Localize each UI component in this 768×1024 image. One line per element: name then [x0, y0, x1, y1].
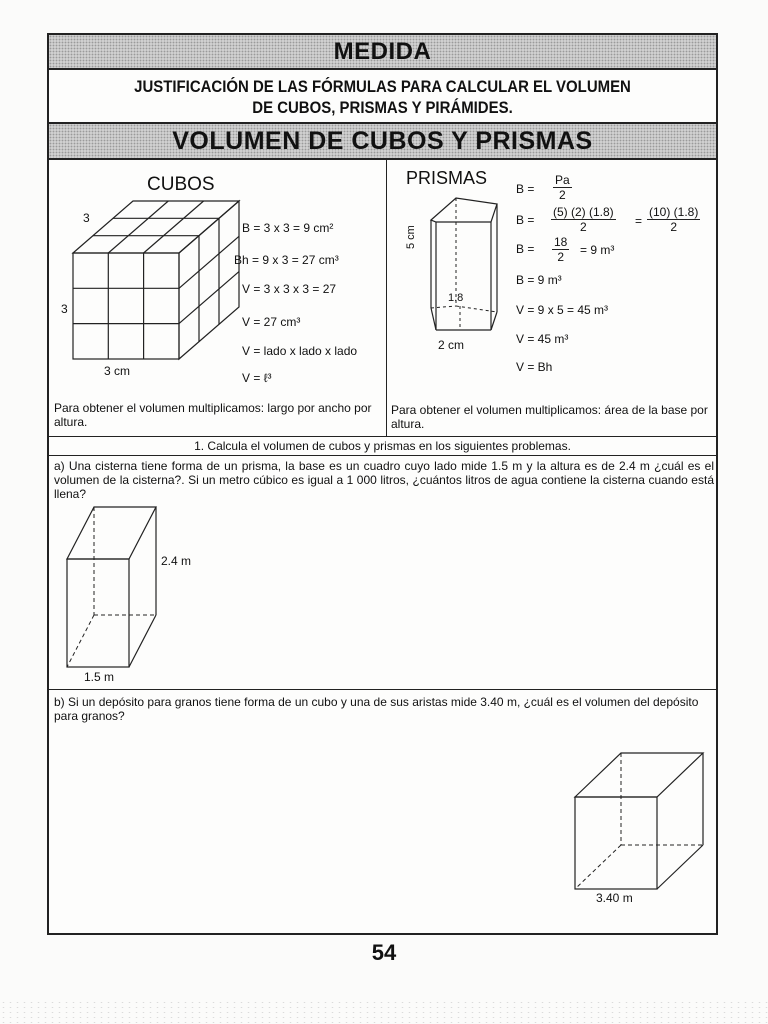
- cube-dim-left: 3: [61, 302, 68, 316]
- grain-cube-diagram: [569, 747, 709, 897]
- prismas-heading: PRISMAS: [406, 168, 488, 188]
- exercise-instruction: 1. Calcula el volumen de cubos y prismas en los siguientes problemas.: [194, 439, 571, 453]
- cubos-formula-v1: V = 3 x 3 x 3 = 27: [242, 282, 337, 296]
- worksheet-frame: [47, 33, 718, 935]
- cubos-heading: CUBOS: [147, 174, 215, 195]
- cube-dim-bottom: 3 cm: [104, 364, 131, 378]
- prismas-b-denominator: 2: [559, 188, 566, 202]
- prismas-b3-numerator: 18: [554, 235, 568, 249]
- title-band: [49, 35, 716, 70]
- prismas-formula-v1: V = 9 x 5 = 45 m³: [516, 303, 609, 317]
- cubos-explanation: Para obtener el volumen multiplicamos: largo por ancho por altura.: [54, 401, 372, 429]
- prismas-b2-fraction: [551, 205, 616, 234]
- cubos-formula-v3: V = lado x lado x lado: [242, 344, 358, 358]
- prismas-formula-v3: V = Bh: [516, 360, 553, 374]
- subtitle: [49, 70, 716, 124]
- prism-dim-height: 5 cm: [405, 225, 417, 249]
- prismas-b2-denominator-2: 2: [670, 220, 678, 234]
- section-band: [49, 124, 716, 160]
- divider: [49, 436, 716, 437]
- divider: [49, 455, 716, 456]
- grain-cube-edge-label: 3.40 m: [596, 891, 633, 905]
- page-title: MEDIDA: [333, 37, 432, 65]
- cubos-formula-v4: V = ℓ³: [242, 371, 272, 385]
- page-number: 54: [371, 940, 397, 965]
- cistern-prism-diagram: [59, 503, 169, 673]
- cistern-height-label: 2.4 m: [161, 554, 192, 568]
- prismas-formula-v2: V = 45 m³: [516, 332, 569, 346]
- problem-a-text: a) Una cisterna tiene forma de un prisma, la base es un cuadro cuyo lado mide 1.5 m y la altura es de 2.4 m ¿cuál es el volumen de la cisterna?. Si un metro cúbico es igual a 1 000 litros, ¿cuántos litros de agua contiene la cisterna cuando está llena?: [54, 459, 714, 501]
- prismas-b3-fraction: [552, 235, 569, 264]
- prismas-b2-denominator: 2: [580, 220, 587, 234]
- prismas-b3-result: = 9 m³: [580, 243, 615, 257]
- problem-b-text: b) Si un depósito para granos tiene forma de un cubo y una de sus aristas mide 3.40 m, ¿cuál es el volumen del depósito para granos?: [54, 695, 699, 723]
- prismas-b3-label: B =: [516, 242, 535, 256]
- cubos-formula-bh: Bh = 9 x 3 = 27 cm³: [234, 253, 339, 267]
- prism-dim-apothem: 1.8: [448, 292, 464, 304]
- prismas-b2-equals: =: [635, 214, 643, 228]
- cube-dim-top: 3: [83, 211, 90, 225]
- prismas-explanation: Para obtener el volumen multiplicamos: área de la base por altura.: [391, 403, 708, 431]
- divider: [49, 689, 716, 690]
- cistern-base-label: 1.5 m: [84, 670, 115, 684]
- subtitle-line-2: DE CUBOS, PRISMAS Y PIRÁMIDES.: [252, 98, 513, 117]
- prismas-b-numerator: Pa: [555, 173, 570, 187]
- prismas-b2-fraction-2: [647, 205, 700, 234]
- prism-diagram: [414, 190, 504, 350]
- section-title: VOLUMEN DE CUBOS Y PRISMAS: [172, 126, 593, 155]
- cubos-formula-v2: V = 27 cm³: [242, 315, 301, 329]
- prismas-b2-numerator-2: (10) (1.8): [649, 205, 699, 219]
- prism-dim-side: 2 cm: [438, 338, 465, 352]
- prismas-b2-numerator: (5) (2) (1.8): [553, 205, 614, 219]
- prismas-b-label: B =: [516, 182, 535, 196]
- subtitle-line-1: JUSTIFICACIÓN DE LAS FÓRMULAS PARA CALCULAR EL VOLUMEN: [134, 77, 631, 96]
- prismas-b-fraction: [553, 173, 572, 202]
- scan-noise: [0, 1000, 768, 1024]
- cubos-formula-base: B = 3 x 3 = 9 cm²: [242, 221, 334, 235]
- column-divider: [386, 160, 387, 436]
- prismas-b2-label: B =: [516, 213, 535, 227]
- prismas-formula-b: B = 9 m³: [516, 273, 562, 287]
- prismas-b3-denominator: 2: [557, 250, 565, 264]
